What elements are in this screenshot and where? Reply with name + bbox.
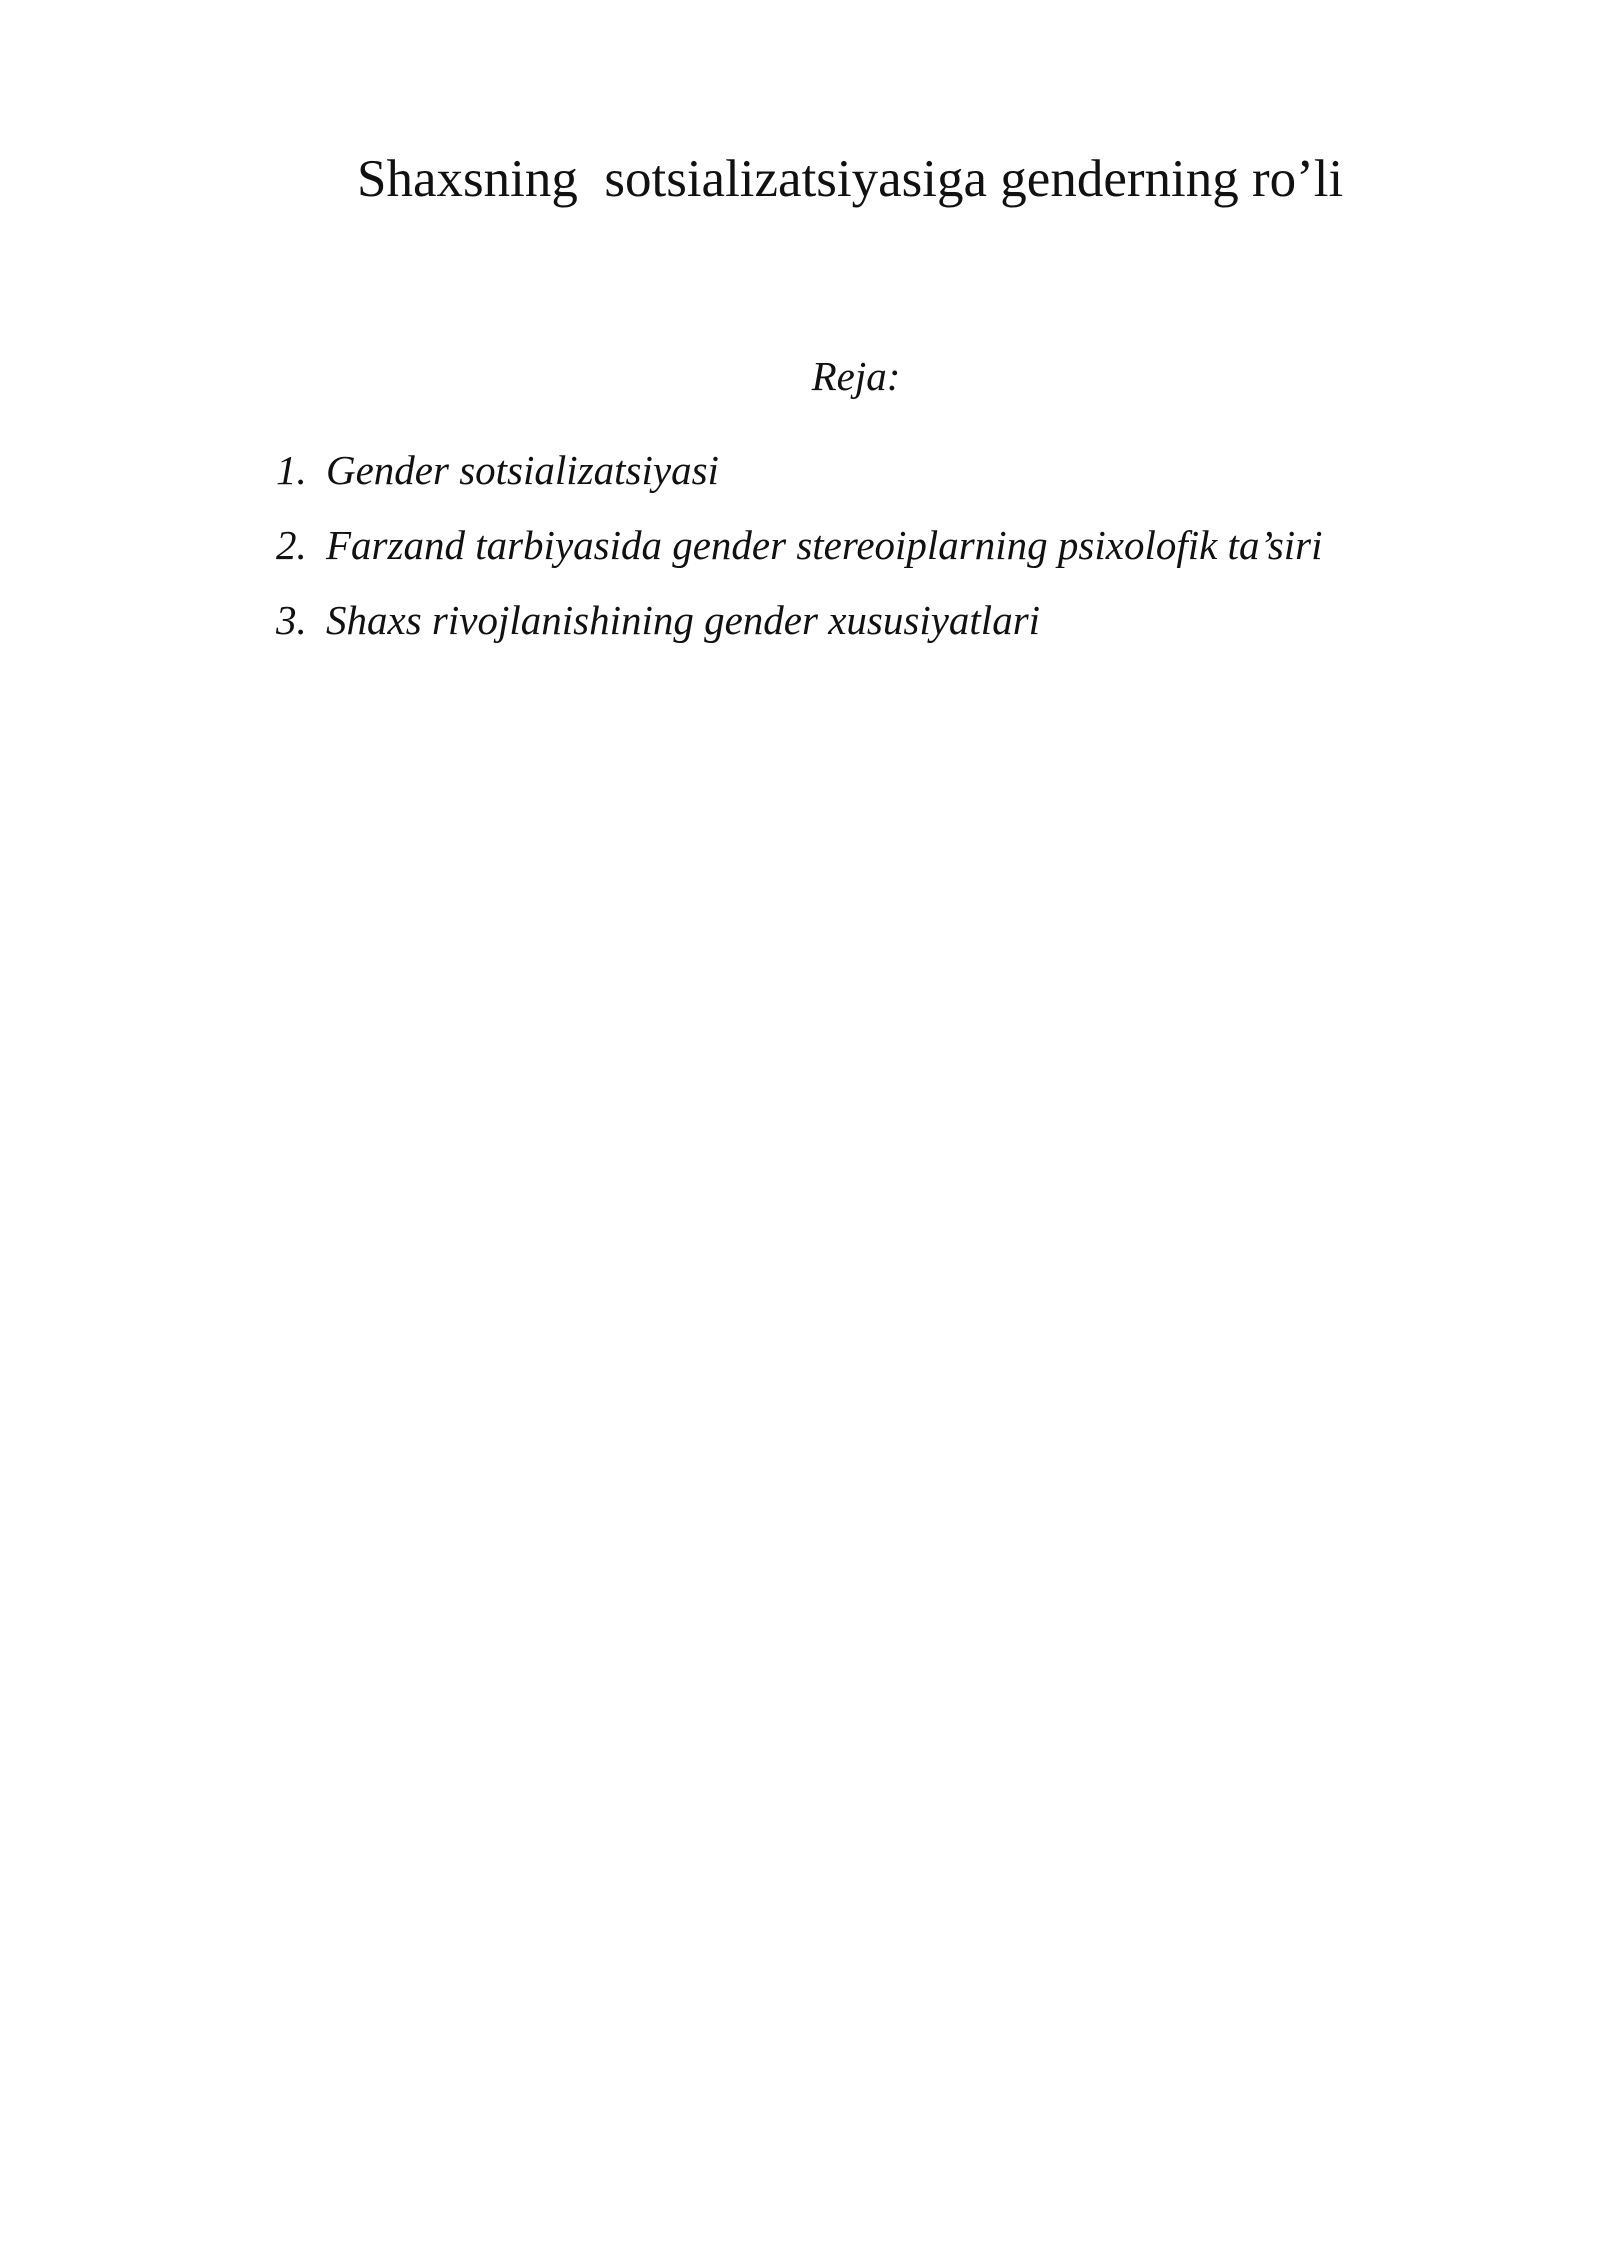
list-item-number: 1. [276, 447, 307, 493]
list-item-text: Farzand tarbiyasida gender stereoiplarning psixolofik ta’siri [326, 522, 1323, 568]
list-item-text: Shaxs rivojlanishining gender xususiyatlari [326, 597, 1041, 643]
list-item [276, 448, 1323, 523]
plan-heading: Reja: [811, 353, 901, 399]
list-item-number: 3. [276, 597, 307, 643]
plan-list [276, 448, 1323, 673]
list-item [276, 523, 1323, 598]
list-item-number: 2. [276, 522, 307, 568]
list-item [276, 598, 1323, 673]
document-title: Shaxsning sotsializatsiyasiga genderning ro’li [357, 150, 1344, 208]
list-item-text: Gender sotsializatsiyasi [326, 447, 719, 493]
